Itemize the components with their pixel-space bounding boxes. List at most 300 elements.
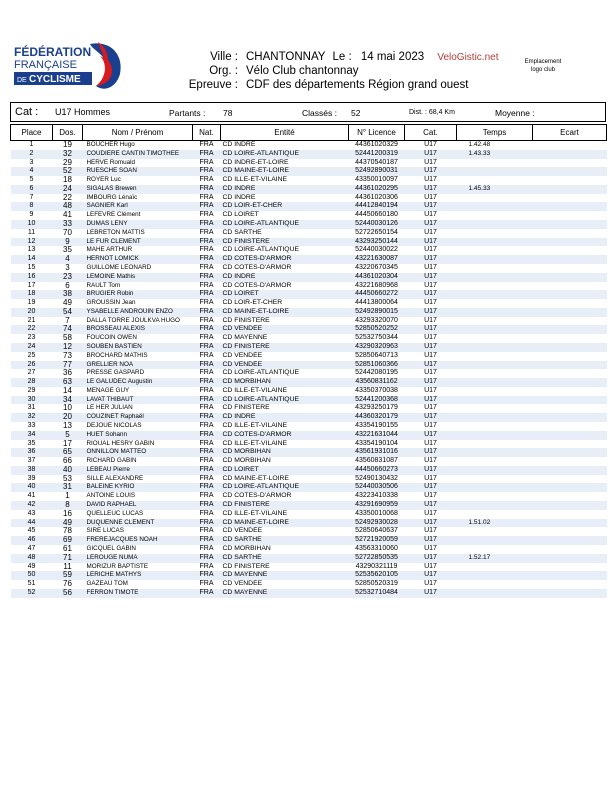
- cell-dossard: 49: [53, 519, 83, 528]
- cell-nat: FRA: [193, 589, 221, 598]
- cell-nat: FRA: [193, 150, 221, 159]
- cell-nat: FRA: [193, 466, 221, 475]
- ffc-logo-graphic: [12, 40, 130, 94]
- cell-name: LEBEAU Pierre: [83, 466, 193, 475]
- cell-time: [457, 396, 533, 405]
- cell-time: [457, 308, 533, 317]
- cell-time: [457, 378, 533, 387]
- cell-licence: 43293250144: [349, 238, 405, 247]
- cell-cat: U17: [405, 483, 457, 492]
- cell-place: 6: [11, 185, 53, 194]
- table-row: [11, 554, 607, 563]
- cell-entity: CD LOIRET: [221, 466, 349, 475]
- cell-entity: CD LOIR-ET-CHER: [222, 299, 283, 307]
- cell-nat: FRA: [199, 351, 214, 359]
- cell-cat: U17: [424, 299, 437, 307]
- race-header: [172, 50, 502, 92]
- cell-entity: CD LOIRE-ATLANTIQUE: [222, 369, 300, 377]
- cell-name: RIOUAL HESRY GABIN: [86, 439, 155, 447]
- cell-gap: [533, 167, 607, 176]
- table-row: [11, 563, 607, 572]
- cell-time: [457, 457, 533, 466]
- cell-licence: 43354190155: [355, 422, 398, 429]
- cell-gap: [533, 422, 607, 431]
- race-date: 14 mai 2023: [360, 51, 425, 63]
- cell-name: LE FUR CLEMENT: [83, 238, 193, 247]
- cell-cat: U17: [424, 422, 437, 429]
- cell-gap: [533, 466, 607, 475]
- cell-nat: FRA: [193, 413, 221, 422]
- cell-dossard: 6: [65, 281, 70, 290]
- cell-place: 20: [11, 308, 53, 317]
- table-row: [11, 589, 607, 598]
- cell-nat: FRA: [193, 431, 221, 440]
- table-row: [11, 483, 607, 492]
- cell-place: 3: [29, 158, 34, 166]
- cell-gap: [533, 229, 607, 238]
- cell-name: ROYER Luc: [86, 176, 121, 184]
- cell-licence: 43290320963: [349, 343, 405, 352]
- cell-place: 13: [27, 246, 36, 254]
- col-header-name: Nom / Prénom: [83, 125, 193, 141]
- table-row: [11, 185, 607, 194]
- cell-gap: [533, 334, 607, 343]
- cell-name: DALLA TORRE JOULKVA HUGO: [86, 316, 180, 324]
- cell-cat: U17: [424, 246, 437, 254]
- cell-cat: U17: [405, 361, 457, 370]
- cell-gap: [533, 475, 607, 484]
- cell-name: GICQUEL GABIN: [86, 544, 136, 552]
- cell-dossard: 10: [63, 404, 72, 413]
- cell-licence: 52532710484: [349, 589, 405, 598]
- cell-nat: FRA: [193, 325, 221, 334]
- table-row: [11, 527, 607, 536]
- cell-nat: FRA: [199, 176, 214, 184]
- table-row: [11, 440, 607, 449]
- cell-licence: 43293320070: [355, 316, 398, 324]
- cell-entity: CD ILLE-ET-VILAINE: [222, 176, 288, 184]
- table-row: [11, 282, 607, 291]
- cell-licence: 52535620105: [349, 571, 405, 580]
- cell-name: LAVAT THIBAUT: [83, 396, 193, 405]
- cell-dossard: 5: [53, 431, 83, 440]
- cell-cat: U17: [424, 351, 437, 359]
- col-header-time: Temps: [457, 125, 533, 141]
- table-row: [11, 466, 607, 475]
- cell-entity: CD MORBIHAN: [221, 378, 349, 387]
- cell-time: [457, 176, 533, 185]
- logo-text-1: FÉDÉRATION: [14, 45, 92, 59]
- cell-time: [457, 448, 533, 457]
- cell-name: PRESSE GASPARD: [86, 369, 145, 377]
- col-header-entity: Entité: [221, 125, 349, 141]
- cell-nat: FRA: [199, 457, 214, 465]
- partants-label: Partants :: [169, 108, 206, 118]
- cell-time: [457, 431, 533, 440]
- cell-licence: 44450660180: [355, 211, 398, 219]
- table-row: [11, 519, 607, 528]
- cell-gap: [533, 343, 607, 352]
- table-row: [11, 176, 607, 185]
- cell-entity: CD SARTHE: [222, 228, 262, 236]
- cell-gap: [533, 308, 607, 317]
- cell-time: 1.42.48: [468, 141, 491, 148]
- cell-dossard: 40: [53, 466, 83, 475]
- epreuve-label: Epreuve :: [188, 79, 238, 91]
- cell-name: BROCHARD MATHIS: [86, 351, 148, 359]
- cell-time: [457, 413, 533, 422]
- cell-licence: 43221680968: [355, 281, 398, 289]
- cell-dossard: 20: [53, 413, 83, 422]
- cell-cat: U17: [405, 378, 457, 387]
- cell-name: LEBRETON MATTIS: [86, 228, 145, 236]
- cell-gap: [533, 246, 607, 255]
- cell-dossard: 74: [53, 325, 83, 334]
- table-row: [11, 413, 607, 422]
- cell-dossard: 3: [65, 263, 70, 272]
- cell-place: 7: [29, 193, 34, 201]
- cell-licence: 52850520252: [349, 325, 405, 334]
- cell-name: LERICHE MATHYS: [83, 571, 193, 580]
- cell-dossard: 56: [53, 589, 83, 598]
- cell-cat: U17: [424, 544, 437, 552]
- cell-dossard: 35: [63, 246, 72, 255]
- cell-dossard: 53: [63, 474, 72, 483]
- cell-entity: CD ILLE-ET-VILAINE: [222, 422, 288, 429]
- cell-nat: FRA: [199, 422, 214, 429]
- cell-licence: 44450660272: [349, 290, 405, 299]
- cell-licence: 52722850535: [349, 554, 405, 563]
- cell-dossard: 32: [53, 150, 83, 159]
- table-row: [11, 387, 607, 396]
- table-row: [11, 457, 607, 466]
- cell-cat: U17: [405, 501, 457, 510]
- col-header-place: Place: [11, 125, 53, 141]
- table-row: [11, 238, 607, 247]
- cell-entity: CD LOIR-ET-CHER: [221, 202, 349, 211]
- epreuve-value: CDF des départements Région grand ouest: [246, 79, 469, 91]
- cell-time: [457, 246, 533, 255]
- cell-entity: CD INDRE: [221, 185, 349, 194]
- cell-gap: [533, 255, 607, 264]
- cell-cat: U17: [424, 316, 437, 324]
- cell-entity: CD FINISTÈRE: [221, 238, 349, 247]
- cat-value: U17 Hommes: [55, 107, 111, 117]
- cell-gap: [533, 396, 607, 405]
- cell-gap: [533, 404, 607, 413]
- cell-cat: U17: [405, 571, 457, 580]
- cell-licence: 43354190104: [355, 439, 398, 447]
- cell-gap: [533, 202, 607, 211]
- cell-cat: U17: [405, 167, 457, 176]
- cell-cat: U17: [405, 536, 457, 545]
- cell-entity: CD SARTHE: [221, 536, 349, 545]
- cell-place: 46: [11, 536, 53, 545]
- cell-gap: [533, 387, 607, 396]
- cell-nat: FRA: [199, 246, 214, 254]
- table-row: [11, 255, 607, 264]
- cell-name: GRELLIER NOA: [83, 361, 193, 370]
- cell-dossard: 41: [63, 211, 72, 220]
- cell-dossard: 29: [63, 158, 72, 167]
- cell-dossard: 69: [53, 536, 83, 545]
- cell-place: 21: [27, 316, 36, 324]
- cell-nat: FRA: [193, 255, 221, 264]
- cell-cat: U17: [405, 202, 457, 211]
- logo-text-3a: DE: [17, 77, 27, 84]
- cell-cat: U17: [405, 220, 457, 229]
- cell-cat: U17: [424, 527, 437, 535]
- cell-nat: FRA: [199, 527, 214, 535]
- cell-dossard: 8: [53, 501, 83, 510]
- cell-licence: 44361020306: [355, 193, 398, 201]
- cell-nat: FRA: [193, 483, 221, 492]
- table-row: [11, 396, 607, 405]
- cell-licence: 43561931016: [349, 448, 405, 457]
- ville-label: Ville :: [210, 51, 238, 63]
- cell-licence: 44361020304: [349, 273, 405, 282]
- table-row: [11, 501, 607, 510]
- cell-dossard: 38: [53, 290, 83, 299]
- cell-gap: [533, 589, 607, 598]
- cell-entity: CD VENDÉE: [222, 527, 263, 535]
- cell-gap: [533, 413, 607, 422]
- cell-time: 1.43.33: [457, 150, 533, 159]
- cell-gap: [533, 150, 607, 159]
- table-row: [11, 202, 607, 211]
- cell-cat: U17: [424, 158, 437, 166]
- cell-place: 4: [11, 167, 53, 176]
- cell-entity: CD MAYENNE: [221, 571, 349, 580]
- cell-gap: [533, 536, 607, 545]
- cell-licence: 52850520319: [355, 580, 398, 588]
- cell-time: [457, 466, 533, 475]
- partants-value: 78: [223, 108, 233, 118]
- table-row: [11, 422, 607, 431]
- cell-licence: 52441200368: [349, 396, 405, 405]
- cell-nat: FRA: [193, 536, 221, 545]
- club-placeholder-line1: Emplacement: [524, 59, 562, 65]
- cell-cat: U17: [424, 263, 437, 271]
- cell-entity: CD INDRE: [221, 273, 349, 282]
- cell-nat: FRA: [199, 193, 214, 201]
- cell-gap: [533, 510, 607, 519]
- cell-place: 25: [27, 351, 36, 359]
- cell-gap: [533, 431, 607, 440]
- cell-time: [457, 299, 533, 308]
- cell-time: [457, 352, 533, 361]
- cell-entity: CD INDRE: [222, 193, 256, 201]
- table-row: [11, 431, 607, 440]
- cell-gap: [533, 264, 607, 273]
- cell-cat: U17: [424, 509, 437, 517]
- cell-nat: FRA: [199, 158, 214, 166]
- cell-name: SIRE LUCAS: [86, 527, 124, 535]
- cell-dossard: 48: [53, 202, 83, 211]
- cell-dossard: 54: [53, 308, 83, 317]
- cell-cat: U17: [405, 589, 457, 598]
- cell-licence: 44450660273: [349, 466, 405, 475]
- cell-dossard: 70: [63, 228, 72, 237]
- cell-entity: CD LOIRE-ATLANTIQUE: [221, 483, 349, 492]
- cell-name: GROUSSIN Jean: [86, 299, 136, 307]
- cell-place: 17: [27, 281, 36, 289]
- cell-nat: FRA: [193, 519, 221, 528]
- cell-cat: U17: [405, 554, 457, 563]
- cell-place: 40: [11, 483, 53, 492]
- cell-nat: FRA: [199, 544, 214, 552]
- cell-cat: U17: [424, 404, 437, 412]
- cell-place: 38: [11, 466, 53, 475]
- cell-entity: CD MAINE-ET-LOIRE: [221, 308, 349, 317]
- cell-gap: [533, 580, 607, 589]
- cell-gap: [533, 290, 607, 299]
- cell-place: 18: [11, 290, 53, 299]
- cell-entity: CD MORBIHAN: [221, 448, 349, 457]
- cell-dossard: 66: [63, 457, 72, 466]
- cell-time: [457, 211, 533, 220]
- cell-name: IMBOURG Lénaïc: [86, 193, 138, 201]
- cell-dossard: 17: [63, 439, 72, 448]
- cell-place: 15: [27, 263, 36, 271]
- table-row: [11, 290, 607, 299]
- cell-time: [457, 440, 533, 449]
- cell-place: 45: [27, 527, 36, 535]
- cell-place: 51: [27, 580, 36, 588]
- cell-place: 1: [29, 141, 34, 148]
- cell-gap: [533, 361, 607, 370]
- cell-place: 39: [27, 474, 36, 482]
- cell-gap: [533, 141, 607, 150]
- cell-time: [457, 290, 533, 299]
- cell-time: 1.51.02: [457, 519, 533, 528]
- cell-entity: CD INDRE-ET-LOIRE: [222, 158, 289, 166]
- cell-name: MENAGE GUY: [86, 386, 130, 394]
- cell-name: DUMAS LENY: [83, 220, 193, 229]
- cell-name: DEJOUE NICOLAS: [86, 422, 142, 429]
- cell-gap: [533, 527, 607, 536]
- cell-name: BALEINE KYRIO: [83, 483, 193, 492]
- cell-place: 48: [11, 554, 53, 563]
- velogistic-brand: VeloGistic.net: [437, 52, 499, 63]
- cell-dossard: 63: [53, 378, 83, 387]
- cell-nat: FRA: [199, 439, 214, 447]
- table-row: [11, 167, 607, 176]
- cell-cat: U17: [424, 211, 437, 219]
- cell-nat: FRA: [193, 501, 221, 510]
- cell-nat: FRA: [193, 448, 221, 457]
- cell-cat: U17: [405, 325, 457, 334]
- cell-place: 29: [27, 386, 36, 394]
- cell-dossard: 33: [53, 220, 83, 229]
- cell-cat: U17: [405, 448, 457, 457]
- cell-dossard: 78: [63, 527, 72, 536]
- cell-name: FERRON TIMOTE: [83, 589, 193, 598]
- cell-gap: [533, 317, 607, 326]
- logo-text-2: FRANÇAISE: [14, 59, 77, 71]
- table-row: [11, 361, 607, 370]
- cell-nat: FRA: [199, 369, 214, 377]
- cell-time: [457, 361, 533, 370]
- cell-dossard: 7: [65, 316, 70, 325]
- table-row: [11, 510, 607, 519]
- cell-entity: CD VENDÉE: [222, 580, 263, 588]
- cell-cat: U17: [405, 185, 457, 194]
- table-row: [11, 378, 607, 387]
- cell-name: DAVID RAPHAEL: [83, 501, 193, 510]
- cell-entity: CD FINISTÈRE: [222, 562, 270, 570]
- cell-time: 1.52.17: [457, 554, 533, 563]
- cell-licence: 43563310060: [355, 544, 398, 552]
- cell-licence: 52532750344: [355, 334, 398, 342]
- cell-licence: 52441200319: [349, 150, 405, 159]
- cell-licence: 52442080195: [355, 369, 398, 377]
- cell-licence: 43560831162: [349, 378, 405, 387]
- cell-licence: 52440030022: [355, 246, 398, 254]
- cell-dossard: 77: [53, 361, 83, 370]
- col-header-gap: Ecart: [533, 125, 607, 141]
- cell-entity: CD FINISTÈRE: [222, 404, 270, 412]
- table-header-row: [11, 125, 607, 141]
- cell-gap: [533, 501, 607, 510]
- cell-cat: U17: [405, 308, 457, 317]
- cell-place: 23: [27, 334, 36, 342]
- cell-cat: U17: [405, 396, 457, 405]
- cell-time: [457, 536, 533, 545]
- cell-cat: U17: [405, 413, 457, 422]
- cell-place: 37: [27, 457, 36, 465]
- cell-name: COUZINET Raphaël: [83, 413, 193, 422]
- cell-entity: CD MAINE-ET-LOIRE: [221, 167, 349, 176]
- cell-nat: FRA: [193, 343, 221, 352]
- table-row: [11, 580, 607, 589]
- cell-place: 32: [11, 413, 53, 422]
- cell-name: COUDIERE CANTIN TIMOTHEE: [83, 150, 193, 159]
- cell-gap: [533, 185, 607, 194]
- cell-time: [457, 589, 533, 598]
- cell-name: BOUCHER Hugo: [86, 141, 135, 148]
- cell-name: RAULT Tom: [86, 281, 121, 289]
- classes-label: Classés :: [302, 108, 337, 118]
- table-row: [11, 264, 607, 273]
- cell-time: [457, 387, 533, 396]
- cell-nat: FRA: [193, 238, 221, 247]
- table-row: [11, 448, 607, 457]
- cell-name: SAGNIER Karl: [83, 202, 193, 211]
- cell-time: [457, 159, 533, 168]
- cell-gap: [533, 448, 607, 457]
- cell-place: 50: [11, 571, 53, 580]
- cell-cat: U17: [405, 255, 457, 264]
- cell-gap: [533, 563, 607, 572]
- cell-cat: U17: [424, 492, 437, 500]
- cell-place: 8: [11, 202, 53, 211]
- cell-cat: U17: [405, 343, 457, 352]
- cell-licence: 52492890031: [349, 167, 405, 176]
- cell-nat: FRA: [193, 396, 221, 405]
- cell-dossard: 59: [53, 571, 83, 580]
- cell-time: [457, 317, 533, 326]
- table-row: [11, 492, 607, 501]
- cell-place: 41: [27, 492, 36, 500]
- cell-licence: 52492930028: [349, 519, 405, 528]
- col-header-cat: Cat.: [405, 125, 457, 141]
- cell-cat: U17: [424, 580, 437, 588]
- cell-nat: FRA: [199, 228, 214, 236]
- cell-dossard: 23: [53, 273, 83, 282]
- cell-name: YSABELLE ANDROUIN ENZO: [83, 308, 193, 317]
- cell-entity: CD LOIRE-ATLANTIQUE: [221, 396, 349, 405]
